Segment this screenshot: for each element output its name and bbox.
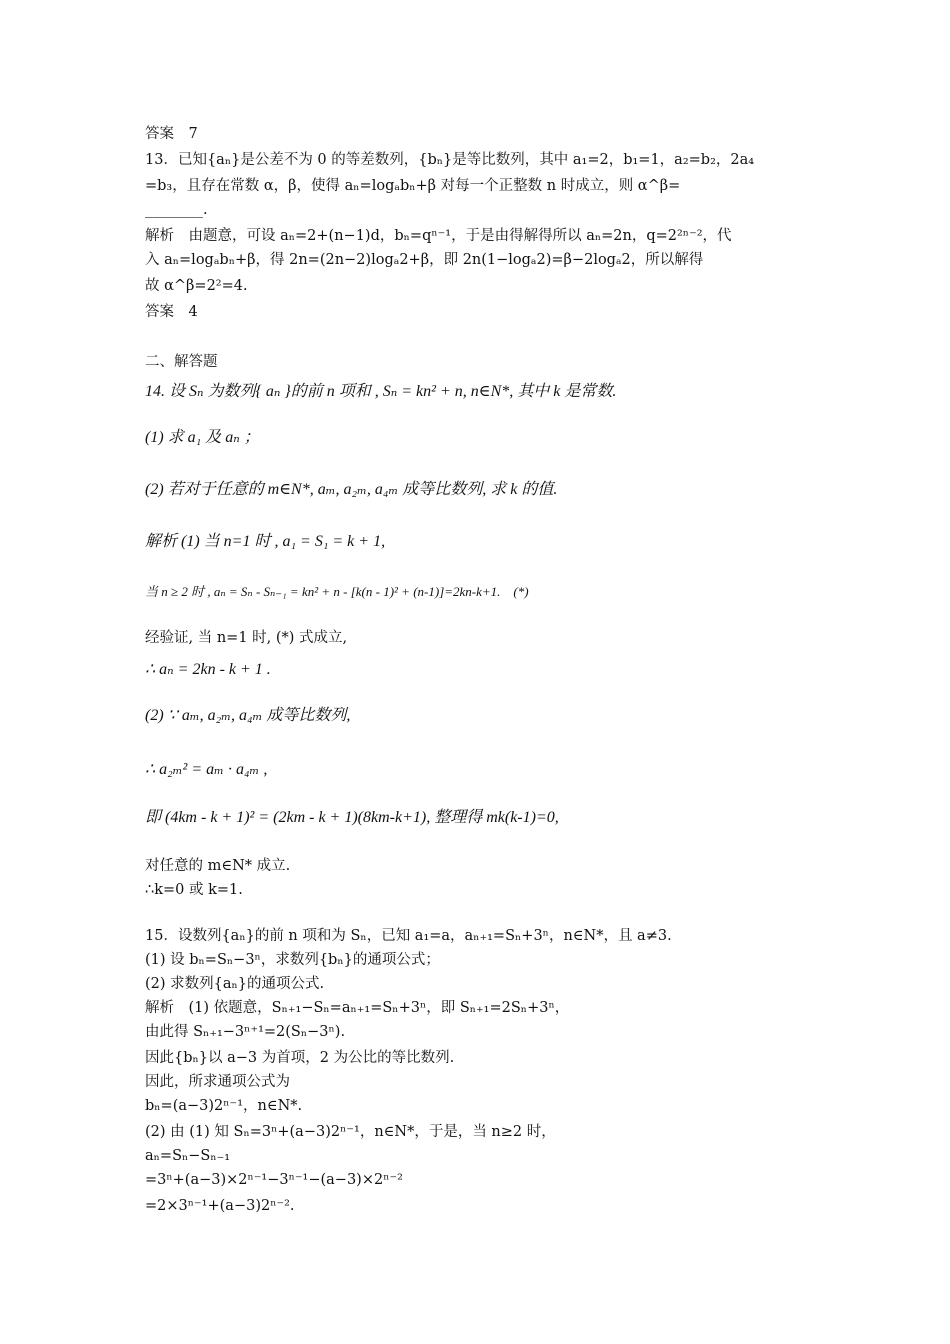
problem-15-part-2: (2) 求数列{aₙ}的通项公式.	[145, 976, 325, 992]
solution-15-line-4: 因此，所求通项公式为	[145, 1074, 290, 1090]
problem-14-part-2: (2) 若对于任意的 m∈N*, aₘ, a₂ₘ, a₄ₘ 成等比数列, 求 k 的值.	[145, 481, 558, 498]
solution-15-line-7: aₙ=Sₙ−Sₙ₋₁	[145, 1148, 231, 1164]
solution-14-line-4: ∴ aₙ = 2kn - k + 1 .	[145, 661, 271, 678]
solution-14-line-1: 解析 (1) 当 n=1 时 , a₁ = S₁ = k + 1,	[145, 533, 386, 550]
answer-13: 答案 4	[145, 304, 198, 320]
solution-15-line-8: =3ⁿ+(a−3)×2ⁿ⁻¹−3ⁿ⁻¹−(a−3)×2ⁿ⁻²	[145, 1172, 403, 1188]
solution-13-line-3: 故 α^β=2²=4.	[145, 278, 248, 294]
solution-15-line-6: (2) 由 (1) 知 Sₙ=3ⁿ+(a−3)2ⁿ⁻¹，n∈N*，于是，当 n≥2 时，	[145, 1124, 556, 1140]
problem-15-statement: 15．设数列{aₙ}的前 n 项和为 Sₙ，已知 a₁=a，aₙ₊₁=Sₙ+3ⁿ，n∈N*，且 a≠3.	[145, 928, 672, 944]
solution-15-line-1: 解析 (1) 依题意，Sₙ₊₁−Sₙ=aₙ₊₁=Sₙ+3ⁿ，即 Sₙ₊₁=2Sₙ+3ⁿ，	[145, 1000, 570, 1016]
answer-12: 答案 7	[145, 126, 198, 142]
solution-15-line-5: bₙ=(a−3)2ⁿ⁻¹，n∈N*.	[145, 1098, 303, 1114]
solution-15-line-2: 由此得 Sₙ₊₁−3ⁿ⁺¹=2(Sₙ−3ⁿ).	[145, 1024, 346, 1040]
problem-13-line-2: =b₃，且存在常数 α，β，使得 aₙ=logₐbₙ+β 对每一个正整数 n 时成立，则 α^β=	[145, 178, 681, 194]
solution-14-line-2: 当 n ≥ 2 时 , aₙ = Sₙ - Sₙ₋₁ = kn² + n - [k(n - 1)² + (n-1)]=2kn-k+1. (*)	[145, 584, 529, 599]
solution-14-line-6: ∴ a₂ₘ² = aₘ · a₄ₘ ,	[145, 761, 268, 778]
problem-14-part-1: (1) 求 a₁ 及 aₙ ；	[145, 429, 260, 446]
problem-13-line-1: 13．已知{aₙ}是公差不为 0 的等差数列，{bₙ}是等比数列，其中 a₁=2，b₁=1，a₂=b₂，2a₄	[145, 152, 755, 168]
solution-14-line-7: 即 (4km - k + 1)² = (2km - k + 1)(8km-k+1), 整理得 mk(k-1)=0,	[145, 809, 559, 826]
problem-14-statement: 14. 设 Sₙ 为数列{ aₙ }的前 n 项和 , Sₙ = kn² + n, n∈N*, 其中 k 是常数.	[145, 383, 617, 400]
solution-15-line-9: =2×3ⁿ⁻¹+(a−3)2ⁿ⁻².	[145, 1198, 295, 1214]
section-heading: 二、解答题	[145, 354, 218, 370]
problem-13-blank: ________.	[145, 202, 208, 218]
solution-13-line-1: 解析 由题意，可设 aₙ=2+(n−1)d，bₙ=qⁿ⁻¹，于是由得解得所以 aₙ=2n，q=2²ⁿ⁻²，代	[145, 228, 732, 244]
solution-14-line-3: 经验证, 当 n=1 时, (*) 式成立,	[145, 630, 348, 646]
solution-14-line-8: 对任意的 m∈N* 成立.	[145, 858, 291, 874]
solution-14-conclusion: ∴k=0 或 k=1.	[145, 882, 243, 898]
solution-15-line-3: 因此{bₙ}以 a−3 为首项，2 为公比的等比数列.	[145, 1050, 455, 1066]
problem-15-part-1: (1) 设 bₙ=Sₙ−3ⁿ，求数列{bₙ}的通项公式；	[145, 952, 440, 968]
solution-13-line-2: 入 aₙ=logₐbₙ+β，得 2n=(2n−2)logₐ2+β，即 2n(1−logₐ2)=β−2logₐ2，所以解得	[145, 252, 704, 268]
solution-14-line-5: (2) ∵ aₘ, a₂ₘ, a₄ₘ 成等比数列,	[145, 707, 351, 724]
